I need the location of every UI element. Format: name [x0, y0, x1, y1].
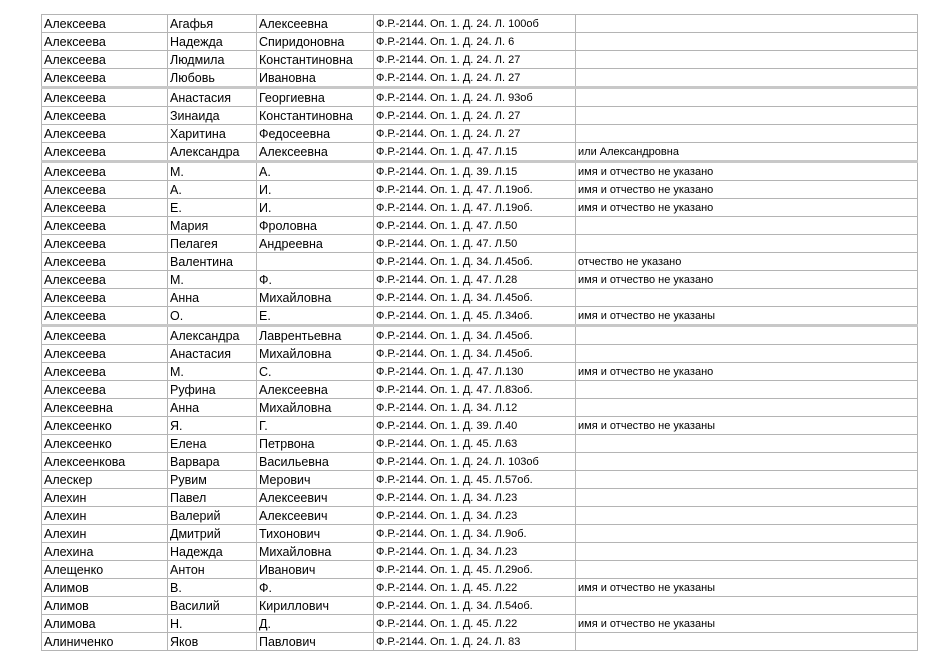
note-cell: имя и отчество не указано	[576, 363, 918, 381]
archive-reference-cell: Ф.Р.-2144. Оп. 1. Д. 24. Л. 27	[374, 125, 576, 143]
note-cell	[576, 107, 918, 125]
archive-reference-cell: Ф.Р.-2144. Оп. 1. Д. 24. Л. 83	[374, 633, 576, 651]
archive-reference-cell: Ф.Р.-2144. Оп. 1. Д. 34. Л.54об.	[374, 597, 576, 615]
patronymic-cell: И.	[257, 181, 374, 199]
table-row	[42, 125, 918, 143]
table-row	[42, 51, 918, 69]
archive-reference-cell: Ф.Р.-2144. Оп. 1. Д. 34. Л.12	[374, 399, 576, 417]
surname-cell: Алехина	[42, 543, 168, 561]
name-cell: Харитина	[168, 125, 257, 143]
note-cell: имя и отчество не указано	[576, 199, 918, 217]
table-row	[42, 471, 918, 489]
table-row	[42, 615, 918, 633]
patronymic-cell: Алексеевич	[257, 489, 374, 507]
patronymic-cell: Васильевна	[257, 453, 374, 471]
archive-reference-cell: Ф.Р.-2144. Оп. 1. Д. 24. Л. 100об	[374, 15, 576, 33]
note-cell	[576, 525, 918, 543]
name-cell: Александра	[168, 326, 257, 345]
patronymic-cell: Ивановна	[257, 69, 374, 88]
surname-cell: Алексеева	[42, 69, 168, 88]
note-cell	[576, 326, 918, 345]
surname-cell: Алексеенко	[42, 435, 168, 453]
patronymic-cell: Михайловна	[257, 399, 374, 417]
note-cell	[576, 217, 918, 235]
table-row	[42, 453, 918, 471]
name-cell: Валерий	[168, 507, 257, 525]
name-cell: Анастасия	[168, 345, 257, 363]
patronymic-cell: Павлович	[257, 633, 374, 651]
name-cell: Яков	[168, 633, 257, 651]
note-cell	[576, 33, 918, 51]
patronymic-cell: Иванович	[257, 561, 374, 579]
name-cell: Елена	[168, 435, 257, 453]
name-cell: Александра	[168, 143, 257, 162]
patronymic-cell: Константиновна	[257, 107, 374, 125]
name-cell: Антон	[168, 561, 257, 579]
archive-reference-cell: Ф.Р.-2144. Оп. 1. Д. 47. Л.19об.	[374, 199, 576, 217]
patronymic-cell: Д.	[257, 615, 374, 633]
name-cell: Дмитрий	[168, 525, 257, 543]
name-cell: Павел	[168, 489, 257, 507]
surname-cell: Алексеева	[42, 235, 168, 253]
table-row	[42, 33, 918, 51]
name-cell: Анастасия	[168, 88, 257, 107]
patronymic-cell: А.	[257, 162, 374, 181]
patronymic-cell: С.	[257, 363, 374, 381]
note-cell	[576, 88, 918, 107]
patronymic-cell: Андреевна	[257, 235, 374, 253]
surname-cell: Алексеева	[42, 381, 168, 399]
surname-cell: Алексеевна	[42, 399, 168, 417]
patronymic-cell: Федосеевна	[257, 125, 374, 143]
archive-reference-cell: Ф.Р.-2144. Оп. 1. Д. 34. Л.23	[374, 543, 576, 561]
table-row	[42, 88, 918, 107]
patronymic-cell: Е.	[257, 307, 374, 326]
surname-cell: Алехин	[42, 525, 168, 543]
archive-reference-cell: Ф.Р.-2144. Оп. 1. Д. 39. Л.15	[374, 162, 576, 181]
name-cell: Агафья	[168, 15, 257, 33]
table-row	[42, 143, 918, 162]
surname-cell: Алексеева	[42, 125, 168, 143]
note-cell	[576, 69, 918, 88]
name-cell: Анна	[168, 399, 257, 417]
name-cell: В.	[168, 579, 257, 597]
surname-cell: Алексеенкова	[42, 453, 168, 471]
patronymic-cell: Константиновна	[257, 51, 374, 69]
note-cell: имя и отчество не указано	[576, 181, 918, 199]
note-cell	[576, 561, 918, 579]
name-cell: Надежда	[168, 543, 257, 561]
note-cell	[576, 453, 918, 471]
note-cell: или Александровна	[576, 143, 918, 162]
archive-reference-cell: Ф.Р.-2144. Оп. 1. Д. 47. Л.28	[374, 271, 576, 289]
table-row	[42, 181, 918, 199]
name-cell: Варвара	[168, 453, 257, 471]
table-row	[42, 579, 918, 597]
patronymic-cell: Алексеевна	[257, 143, 374, 162]
table-row	[42, 489, 918, 507]
patronymic-cell: Алексеевич	[257, 507, 374, 525]
surname-cell: Алексеева	[42, 33, 168, 51]
surname-cell: Алехин	[42, 507, 168, 525]
archive-reference-cell: Ф.Р.-2144. Оп. 1. Д. 24. Л. 103об	[374, 453, 576, 471]
archive-reference-cell: Ф.Р.-2144. Оп. 1. Д. 47. Л.83об.	[374, 381, 576, 399]
table-row	[42, 307, 918, 326]
patronymic-cell: Спиридоновна	[257, 33, 374, 51]
archive-reference-cell: Ф.Р.-2144. Оп. 1. Д. 34. Л.9об.	[374, 525, 576, 543]
note-cell: имя и отчество не указано	[576, 271, 918, 289]
archive-records-table	[41, 14, 918, 651]
note-cell	[576, 597, 918, 615]
note-cell: имя и отчество не указаны	[576, 579, 918, 597]
surname-cell: Алимов	[42, 597, 168, 615]
surname-cell: Алексеева	[42, 162, 168, 181]
note-cell: отчество не указано	[576, 253, 918, 271]
table-row	[42, 381, 918, 399]
table-row	[42, 199, 918, 217]
table-row	[42, 525, 918, 543]
table-row	[42, 162, 918, 181]
name-cell: Н.	[168, 615, 257, 633]
surname-cell: Алексеева	[42, 253, 168, 271]
surname-cell: Алексеева	[42, 143, 168, 162]
name-cell: Руфина	[168, 381, 257, 399]
name-cell: Е.	[168, 199, 257, 217]
archive-reference-cell: Ф.Р.-2144. Оп. 1. Д. 39. Л.40	[374, 417, 576, 435]
note-cell	[576, 125, 918, 143]
name-cell: Любовь	[168, 69, 257, 88]
archive-reference-cell: Ф.Р.-2144. Оп. 1. Д. 34. Л.45об.	[374, 326, 576, 345]
archive-reference-cell: Ф.Р.-2144. Оп. 1. Д. 24. Л. 27	[374, 69, 576, 88]
archive-reference-cell: Ф.Р.-2144. Оп. 1. Д. 47. Л.50	[374, 235, 576, 253]
name-cell: О.	[168, 307, 257, 326]
name-cell: Анна	[168, 289, 257, 307]
surname-cell: Алексеева	[42, 307, 168, 326]
patronymic-cell: Кириллович	[257, 597, 374, 615]
surname-cell: Алексеенко	[42, 417, 168, 435]
note-cell: имя и отчество не указаны	[576, 615, 918, 633]
patronymic-cell: Михайловна	[257, 289, 374, 307]
patronymic-cell: Михайловна	[257, 345, 374, 363]
surname-cell: Алексеева	[42, 217, 168, 235]
archive-reference-cell: Ф.Р.-2144. Оп. 1. Д. 47. Л.15	[374, 143, 576, 162]
name-cell: М.	[168, 363, 257, 381]
name-cell: Мария	[168, 217, 257, 235]
note-cell: имя и отчество не указаны	[576, 417, 918, 435]
patronymic-cell: Г.	[257, 417, 374, 435]
archive-reference-cell: Ф.Р.-2144. Оп. 1. Д. 45. Л.63	[374, 435, 576, 453]
name-cell: Надежда	[168, 33, 257, 51]
table-row	[42, 271, 918, 289]
name-cell: Зинаида	[168, 107, 257, 125]
note-cell: имя и отчество не указано	[576, 162, 918, 181]
surname-cell: Алимов	[42, 579, 168, 597]
archive-reference-cell: Ф.Р.-2144. Оп. 1. Д. 45. Л.22	[374, 579, 576, 597]
note-cell	[576, 543, 918, 561]
surname-cell: Алексеева	[42, 51, 168, 69]
table-row	[42, 235, 918, 253]
table-row	[42, 543, 918, 561]
archive-reference-cell: Ф.Р.-2144. Оп. 1. Д. 34. Л.45об.	[374, 345, 576, 363]
patronymic-cell: Петрвона	[257, 435, 374, 453]
patronymic-cell	[257, 253, 374, 271]
note-cell	[576, 381, 918, 399]
table-row	[42, 597, 918, 615]
patronymic-cell: Георгиевна	[257, 88, 374, 107]
table-row	[42, 289, 918, 307]
name-cell: М.	[168, 271, 257, 289]
archive-reference-cell: Ф.Р.-2144. Оп. 1. Д. 24. Л. 27	[374, 51, 576, 69]
surname-cell: Алексеева	[42, 326, 168, 345]
surname-cell: Алехин	[42, 489, 168, 507]
archive-reference-cell: Ф.Р.-2144. Оп. 1. Д. 45. Л.29об.	[374, 561, 576, 579]
name-cell: Валентина	[168, 253, 257, 271]
archive-reference-cell: Ф.Р.-2144. Оп. 1. Д. 24. Л. 27	[374, 107, 576, 125]
archive-reference-cell: Ф.Р.-2144. Оп. 1. Д. 45. Л.22	[374, 615, 576, 633]
name-cell: Я.	[168, 417, 257, 435]
archive-reference-cell: Ф.Р.-2144. Оп. 1. Д. 47. Л.130	[374, 363, 576, 381]
table-row	[42, 253, 918, 271]
patronymic-cell: Алексеевна	[257, 15, 374, 33]
surname-cell: Алимова	[42, 615, 168, 633]
table-row	[42, 435, 918, 453]
name-cell: Людмила	[168, 51, 257, 69]
note-cell	[576, 633, 918, 651]
patronymic-cell: Ф.	[257, 579, 374, 597]
patronymic-cell: Ф.	[257, 271, 374, 289]
surname-cell: Алексеева	[42, 363, 168, 381]
note-cell	[576, 399, 918, 417]
name-cell: А.	[168, 181, 257, 199]
surname-cell: Алиниченко	[42, 633, 168, 651]
table-row	[42, 107, 918, 125]
patronymic-cell: Тихонович	[257, 525, 374, 543]
registry-sheet	[41, 14, 918, 651]
patronymic-cell: Лаврентьевна	[257, 326, 374, 345]
note-cell: имя и отчество не указаны	[576, 307, 918, 326]
name-cell: М.	[168, 162, 257, 181]
surname-cell: Алексеева	[42, 88, 168, 107]
archive-reference-cell: Ф.Р.-2144. Оп. 1. Д. 34. Л.45об.	[374, 253, 576, 271]
table-row	[42, 399, 918, 417]
surname-cell: Алексеева	[42, 289, 168, 307]
surname-cell: Алексеева	[42, 199, 168, 217]
patronymic-cell: Мерович	[257, 471, 374, 489]
note-cell	[576, 345, 918, 363]
note-cell	[576, 471, 918, 489]
archive-reference-cell: Ф.Р.-2144. Оп. 1. Д. 24. Л. 6	[374, 33, 576, 51]
archive-reference-cell: Ф.Р.-2144. Оп. 1. Д. 34. Л.45об.	[374, 289, 576, 307]
note-cell	[576, 15, 918, 33]
note-cell	[576, 289, 918, 307]
table-row	[42, 69, 918, 88]
patronymic-cell: И.	[257, 199, 374, 217]
table-row	[42, 363, 918, 381]
surname-cell: Алексеева	[42, 181, 168, 199]
note-cell	[576, 489, 918, 507]
note-cell	[576, 235, 918, 253]
name-cell: Василий	[168, 597, 257, 615]
table-body	[42, 15, 918, 651]
surname-cell: Алещенко	[42, 561, 168, 579]
name-cell: Пелагея	[168, 235, 257, 253]
archive-reference-cell: Ф.Р.-2144. Оп. 1. Д. 45. Л.57об.	[374, 471, 576, 489]
patronymic-cell: Михайловна	[257, 543, 374, 561]
archive-reference-cell: Ф.Р.-2144. Оп. 1. Д. 47. Л.50	[374, 217, 576, 235]
surname-cell: Алескер	[42, 471, 168, 489]
table-row	[42, 217, 918, 235]
surname-cell: Алексеева	[42, 15, 168, 33]
archive-reference-cell: Ф.Р.-2144. Оп. 1. Д. 24. Л. 93об	[374, 88, 576, 107]
surname-cell: Алексеева	[42, 107, 168, 125]
patronymic-cell: Алексеевна	[257, 381, 374, 399]
surname-cell: Алексеева	[42, 271, 168, 289]
archive-reference-cell: Ф.Р.-2144. Оп. 1. Д. 45. Л.34об.	[374, 307, 576, 326]
table-row	[42, 345, 918, 363]
table-row	[42, 507, 918, 525]
table-row	[42, 15, 918, 33]
archive-reference-cell: Ф.Р.-2144. Оп. 1. Д. 47. Л.19об.	[374, 181, 576, 199]
table-row	[42, 417, 918, 435]
table-row	[42, 633, 918, 651]
patronymic-cell: Фроловна	[257, 217, 374, 235]
note-cell	[576, 51, 918, 69]
surname-cell: Алексеева	[42, 345, 168, 363]
name-cell: Рувим	[168, 471, 257, 489]
note-cell	[576, 435, 918, 453]
archive-reference-cell: Ф.Р.-2144. Оп. 1. Д. 34. Л.23	[374, 489, 576, 507]
table-row	[42, 561, 918, 579]
table-row	[42, 326, 918, 345]
archive-reference-cell: Ф.Р.-2144. Оп. 1. Д. 34. Л.23	[374, 507, 576, 525]
note-cell	[576, 507, 918, 525]
